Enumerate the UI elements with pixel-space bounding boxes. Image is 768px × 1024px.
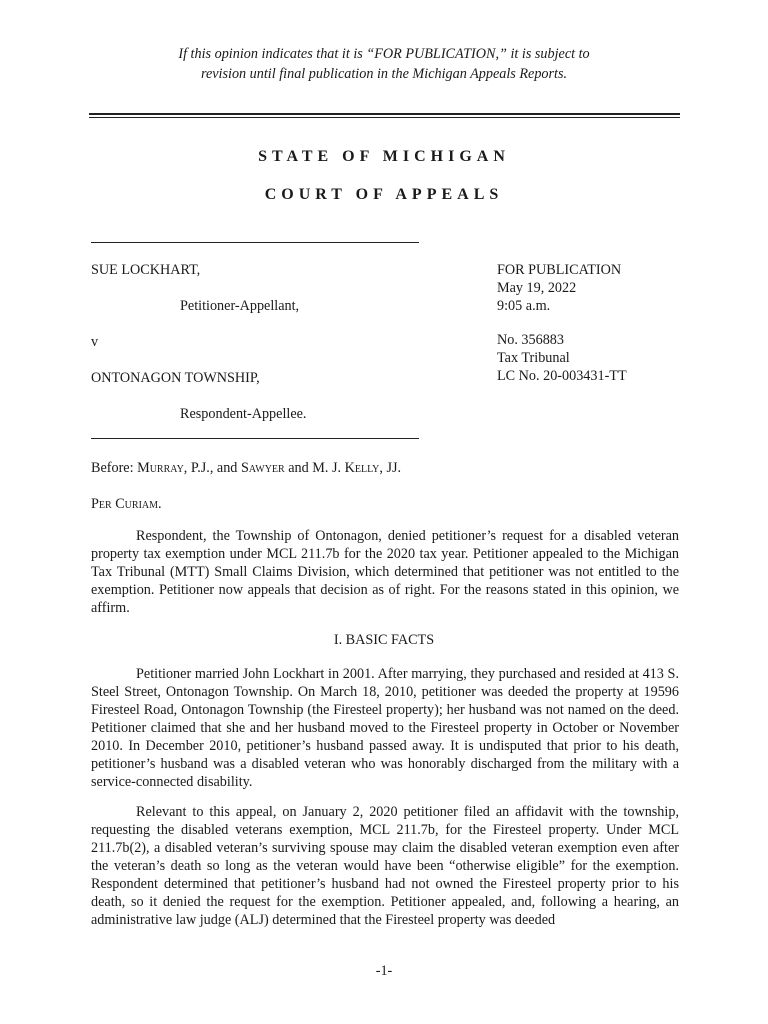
opinion-paragraph-2 xyxy=(91,665,679,791)
judge-murray: Murray xyxy=(137,460,184,476)
decision-time: 9:05 a.m. xyxy=(497,298,551,314)
case-info-block xyxy=(497,261,627,385)
judge-kelly: Kelly xyxy=(344,460,380,476)
panel-before-label: Before: xyxy=(91,460,138,476)
judge-sawyer: Sawyer xyxy=(240,460,285,476)
header-double-rule xyxy=(89,113,680,118)
opinion-paragraph-1 xyxy=(91,527,679,617)
opinion-paragraph-2-text: Petitioner married John Lockhart in 2001. After marrying, they purchased and resided at 413 S. Steel Street, Ontonagon Township. On March 18, 2010, petitioner was deeded the property at 19596 Firesteel Road, Ontonagon Township (the Firesteel property); her husband was not named on the deed. Petitioner claimed that she and her husband moved to the Firesteel property in October or November 2010. In December 2010, petitioner’s husband passed away. It is undisputed that prior to his death, petitioner’s husband was a disabled veteran who was honorably discharged from the military with a service-connected disability. xyxy=(91,666,679,790)
opinion-paragraph-1-text: Respondent, the Township of Ontonagon, denied petitioner’s request for a disabled veteran property tax exemption under MCL 211.7b for the 2020 tax year. Petitioner appealed to the Michigan Tax Tribunal (MTT) Small Claims Division, which determined that petitioner was not entitled to the exemption. Petitioner now appeals that decision as of right. For the reasons stated in this opinion, we affirm. xyxy=(91,528,679,616)
panel-sep-3: , JJ. xyxy=(379,460,402,476)
publication-status: FOR PUBLICATION xyxy=(497,262,622,278)
publication-notice xyxy=(150,44,618,84)
publication-notice-line-1: If this opinion indicates that it is “FOR PUBLICATION,” it is subject to xyxy=(178,46,590,62)
respondent-role: Respondent-Appellee. xyxy=(180,406,307,422)
opinion-paragraph-3-text: Relevant to this appeal, on January 2, 2020 petitioner filed an affidavit with the township, requesting the disabled veterans exemption, MCL 211.7b, for the Firesteel property. Under MCL 211.7b(2), a disabled veteran’s surviving spouse may claim the disabled veteran exemption even after the veteran’s death so long as the veteran would have been “otherwise eligible” for the exemption. Respondent determined that petitioner’s husband had not owned the Firesteel property prior to his death, so it denied the request for the exemption. Petitioner appealed, and, following a hearing, an administrative law judge (ALJ) determined that the Firesteel property was deeded xyxy=(91,804,679,928)
caption-top-rule xyxy=(91,242,419,243)
panel-line xyxy=(91,459,401,477)
lower-tribunal: Tax Tribunal xyxy=(497,350,570,366)
court-title: COURT OF APPEALS xyxy=(264,186,504,203)
per-curiam-label: Per Curiam. xyxy=(91,496,162,512)
petitioner-role: Petitioner-Appellant, xyxy=(180,298,300,314)
section-heading-basic-facts: I. BASIC FACTS xyxy=(333,632,435,648)
publication-notice-line-2: revision until final publication in the Michigan Appeals Reports. xyxy=(200,66,568,82)
state-title: STATE OF MICHIGAN xyxy=(258,148,510,165)
caption-bottom-rule xyxy=(91,438,419,439)
docket-number: No. 356883 xyxy=(497,332,564,348)
versus-label: v xyxy=(91,334,99,350)
opinion-paragraph-3 xyxy=(91,803,679,929)
page-number: -1- xyxy=(375,963,393,979)
lower-court-number: LC No. 20-003431-TT xyxy=(497,368,627,384)
panel-sep-2: and M. J. xyxy=(284,460,345,476)
petitioner-name: SUE LOCKHART, xyxy=(91,262,201,278)
respondent-name: ONTONAGON TOWNSHIP, xyxy=(91,370,260,386)
case-info-spacer xyxy=(497,315,627,331)
decision-date: May 19, 2022 xyxy=(497,280,577,296)
panel-sep-1: , P.J., and xyxy=(183,460,241,476)
